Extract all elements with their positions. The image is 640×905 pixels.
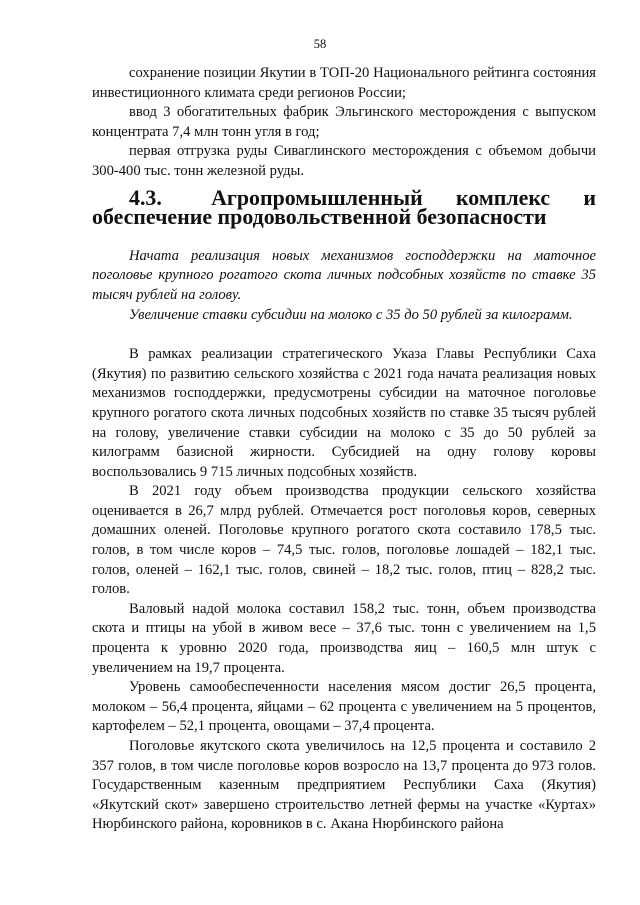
page-number: 58: [313, 37, 327, 51]
intro-item: сохранение позиции Якутии в ТОП-20 Национального рейтинга состояния инвестиционного климата среди регионов России;: [92, 65, 596, 101]
section-summary: [92, 247, 596, 325]
body-paragraph: Валовый надой молока составил 158,2 тыс. тонн, объем производства скота и птицы на убой в живом весе – 37,6 тыс. тонн с увеличением на 1,5 процента к уровню 2020 года, производства яиц – 160,5 млн штук с увеличением на 19,7 процента.: [92, 600, 596, 676]
intro-list: [92, 64, 596, 182]
section-title: Агропромышленный комплекс и обеспечение продовольственной безопасности: [92, 184, 596, 230]
page-content: [92, 64, 596, 835]
intro-item: ввод 3 обогатительных фабрик Эльгинского месторождения с выпуском концентрата 7,4 млн тонн угля в год;: [92, 104, 596, 140]
body-paragraph: В рамках реализации стратегического Указа Главы Республики Саха (Якутия) по развитию сельского хозяйства с 2021 года начата реализация новых механизмов господдержки, предусмотрены субсидии на маточное поголовье крупного рогатого скота личных подсобных хозяйств по ставке 35 тысяч рублей на голову, увеличение ставки субсидии на молоко с 35 до 50 рублей за килограмм базисной жирности. Субсидией на одну голову коровы воспользовались 9 715 личных подсобных хозяйств.: [92, 346, 596, 480]
section-heading: [92, 184, 596, 230]
body-paragraph: В 2021 году объем производства продукции сельского хозяйства оценивается в 26,7 млрд рублей. Отмечается рост поголовья коров, северных домашних оленей. Поголовье крупного рогатого скота составило 178,5 тыс. голов, в том числе коров – 74,5 тыс. голов, поголовье лошадей – 182,1 тыс. голов, оленей – 162,1 тыс. голов, свиней – 18,2 тыс. голов, птиц – 828,2 тыс. голов.: [92, 483, 596, 598]
intro-item: первая отгрузка руды Сиваглинского месторождения с объемом добычи 300-400 тыс. тонн железной руды.: [92, 143, 596, 179]
summary-item: Начата реализация новых механизмов господдержки на маточное поголовье крупного рогатого скота личных подсобных хозяйств по ставке 35 тысяч рублей на голову.: [92, 247, 596, 303]
section-body: [92, 345, 596, 835]
summary-item: Увеличение ставки субсидии на молоко с 35 до 50 рублей за килограмм.: [129, 306, 573, 323]
body-paragraph: Поголовье якутского скота увеличилось на 12,5 процента и составило 2 357 голов, в том числе поголовье коров возросло на 13,7 процента до 973 голов. Государственным казенным предприятием Республики Саха (Якутия) «Якутский скот» завершено строительство летней фермы на участке «Куртах» Нюрбинского района, коровников в с. Акана Нюрбинского района: [92, 738, 596, 833]
body-paragraph: Уровень самообеспеченности населения мясом достиг 26,5 процента, молоком – 56,4 процента, яйцами – 62 процента с увеличением на 5 процентов, картофелем – 52,1 процента, овощами – 37,4 процента.: [92, 679, 596, 735]
section-number: 4.3.: [129, 184, 162, 210]
